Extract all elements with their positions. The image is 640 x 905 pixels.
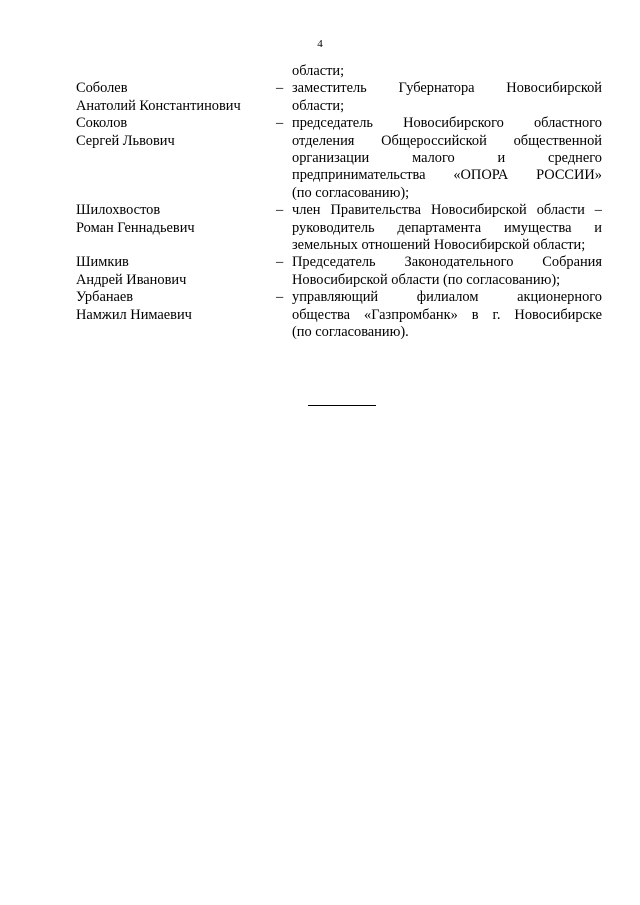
role-line: (по согласованию). [292,324,409,341]
member-entry [76,289,602,341]
member-given-names: Андрей Иванович [76,271,187,288]
role-line: Председатель Законодательного Собрания [292,254,602,271]
member-name [76,80,276,115]
dash-separator: – [276,254,284,271]
role-line: общества «Газпромбанк» в г. Новосибирске [292,306,602,323]
member-role [292,289,602,341]
member-given-names: Сергей Львович [76,132,175,149]
member-entry [76,202,602,254]
member-role [292,80,602,115]
role-line: области; [292,97,345,114]
member-role [292,202,602,254]
role-line: член Правительства Новосибирской области – [292,202,602,219]
member-role [292,254,602,289]
dash-separator: – [276,289,284,306]
member-given-names: Анатолий Константинович [76,97,241,114]
member-given-names: Намжил Нимаевич [76,306,192,323]
member-role [292,115,602,202]
member-name [76,289,276,324]
continuation-text: области; [292,63,345,79]
role-line: председатель Новосибирского областного [292,115,602,132]
member-surname: Соколов [76,115,128,132]
role-line: управляющий филиалом акционерного [292,289,602,306]
member-name [76,254,276,289]
member-surname: Урбанаев [76,289,134,306]
member-entry [76,254,602,289]
role-line: отделения Общероссийской общественной [292,132,602,149]
member-surname: Шилохвостов [76,202,161,219]
member-name [76,115,276,150]
member-entry [76,115,602,202]
role-line: предпринимательства «ОПОРА РОССИИ» [292,167,602,184]
role-line: земельных отношений Новосибирской области; [292,237,586,254]
page-number: 4 [317,38,323,50]
end-divider-line [308,405,376,406]
role-line: (по согласованию); [292,184,410,201]
member-entry [76,80,602,115]
role-line: Новосибирской области (по согласованию); [292,271,561,288]
dash-separator: – [276,202,284,219]
role-line: заместитель Губернатора Новосибирской [292,80,602,97]
role-line: руководитель департамента имущества и [292,219,602,236]
member-list [76,63,602,342]
dash-separator: – [276,80,284,97]
dash-separator: – [276,115,284,132]
role-line: организации малого и среднего [292,150,602,167]
member-name [76,202,276,237]
member-surname: Шимкив [76,254,129,271]
member-given-names: Роман Геннадьевич [76,219,195,236]
member-surname: Соболев [76,80,128,97]
